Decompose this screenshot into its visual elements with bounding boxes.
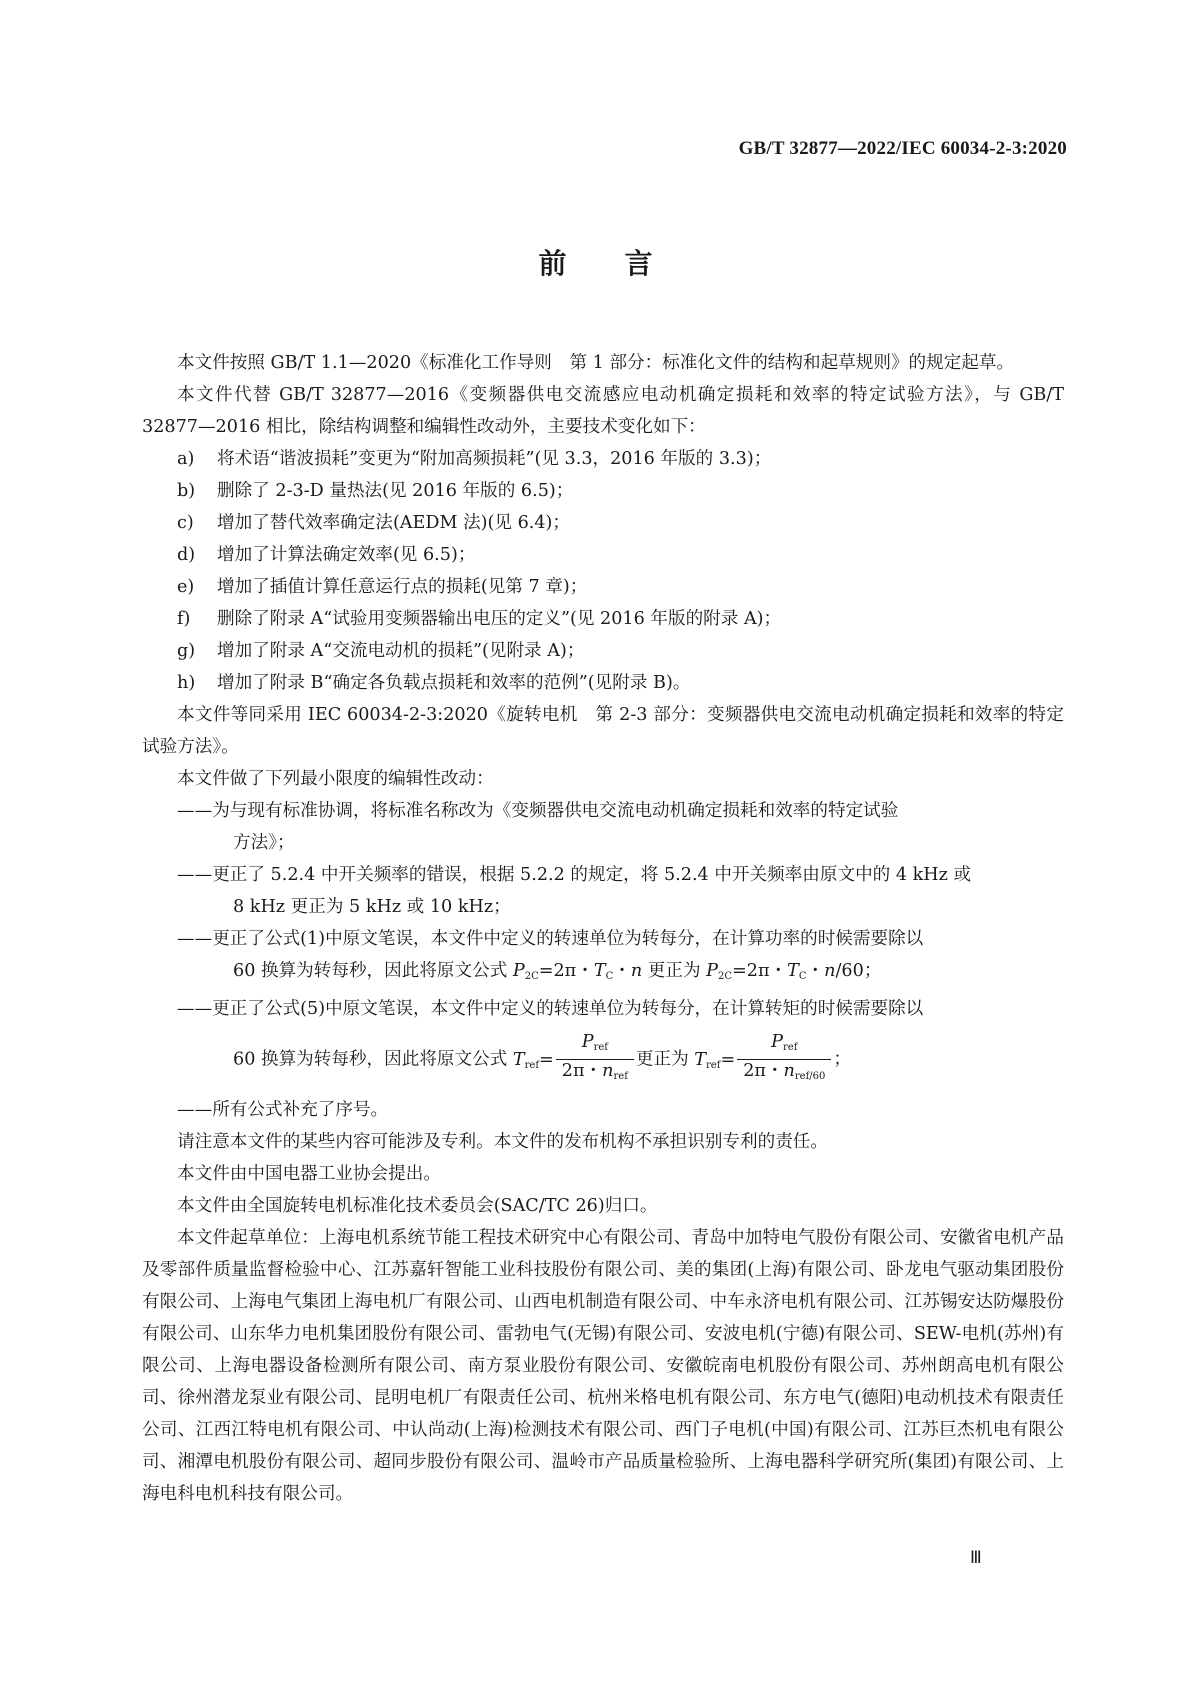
paragraph-patent-notice: 请注意本文件的某些内容可能涉及专利。本文件的发布机构不承担识别专利的责任。 — [177, 1132, 828, 1152]
list-item-label: f) — [177, 609, 191, 629]
list-item-text: 增加了计算法确定效率(见 6.5)； — [217, 545, 476, 565]
dash-marker: —— — [177, 801, 213, 821]
formula-original: $T_{ref}=$ $\frac{P_{ref}}{2\pi・n_{ref}}$ — [513, 1050, 636, 1070]
dash-item-continuation: 8 kHz 更正为 5 kHz 或 10 kHz； — [233, 897, 511, 917]
list-item-label: h) — [177, 673, 196, 693]
dash-marker: —— — [177, 999, 213, 1019]
paragraph-editorial-intro: 本文件做了下列最小限度的编辑性改动： — [177, 769, 494, 789]
fraction: $\frac{P_{ref}}{2\pi・n_{ref/60}}$ — [737, 1031, 831, 1088]
formula-5-line — [142, 1025, 1064, 1094]
list-item-text: 删除了 2-3-D 量热法(见 2016 年版的 6.5)； — [217, 481, 574, 501]
list-item-text: 增加了附录 B“确定各负载点损耗和效率的范例”(见附录 B)。 — [217, 673, 691, 693]
list-item — [142, 603, 1064, 635]
dash-item-text: 更正了 5.2.4 中开关频率的错误，根据 5.2.2 的规定，将 5.2.4 中开关频率由原文中的 4 kHz 或 — [212, 865, 972, 885]
list-item — [142, 475, 1064, 507]
formula-original: $P_{2C}=2\pi$・$T_C$・n — [512, 961, 643, 982]
page-title: 前言 — [538, 247, 711, 280]
dash-item-text: 所有公式补充了序号。 — [212, 1100, 389, 1120]
dash-marker: —— — [177, 1100, 213, 1120]
editorial-changes-list — [142, 795, 1064, 1126]
list-item — [142, 571, 1064, 603]
dash-marker: —— — [177, 865, 213, 885]
list-item-label: g) — [177, 641, 196, 661]
paragraph-drafting-rules: 本文件按照 GB/T 1.1—2020《标准化工作导则 第 1 部分：标准化文件的结构和起草规则》的规定起草。 — [177, 353, 1015, 373]
paragraph-committee: 本文件由全国旋转电机标准化技术委员会(SAC/TC 26)归口。 — [177, 1196, 658, 1216]
formula-corrected: $P_{2C}=2\pi$・$T_C$・n/60 — [706, 961, 864, 982]
document-id-header: GB/T 32877—2022/IEC 60034-2-3:2020 — [738, 138, 1067, 159]
foreword-content — [142, 347, 1064, 1510]
list-item-text: 删除了附录 A“试验用变频器输出电压的定义”(见 2016 年版的附录 A)； — [217, 609, 782, 629]
dash-item-formula-numbers — [142, 1094, 1064, 1126]
dash-item-text: 为与现有标准协调，将标准名称改为《变频器供电交流电动机确定损耗和效率的特定试验 — [212, 801, 899, 821]
list-item-text: 增加了附录 A“交流电动机的损耗”(见附录 A)； — [217, 641, 585, 661]
list-item-text: 将术语“谐波损耗”变更为“附加高频损耗”(见 3.3，2016 年版的 3.3)； — [217, 449, 772, 469]
list-item — [142, 667, 1064, 699]
formula-intro-text: 60 换算为转每秒，因此将原文公式 — [233, 961, 513, 981]
list-item — [142, 635, 1064, 667]
list-item-text: 增加了替代效率确定法(AEDM 法)(见 6.4)； — [217, 513, 571, 533]
dash-item-continuation: 方法》； — [233, 833, 295, 853]
list-item — [142, 507, 1064, 539]
page-number: Ⅲ — [970, 1548, 982, 1567]
dash-item-title-change — [142, 795, 1064, 859]
list-item-label: a) — [177, 449, 195, 469]
formula-corrected: $T_{ref}=$ $\frac{P_{ref}}{2\pi・n_{ref/60}}$ — [694, 1050, 833, 1070]
paragraph-iec-adoption: 本文件等同采用 IEC 60034-2-3:2020《旋转电机 第 2-3 部分：变频器供电交流电动机确定损耗和效率的特定试验方法》。 — [142, 705, 1064, 757]
formula-connector-text: 更正为 — [642, 961, 707, 981]
list-item-label: d) — [177, 545, 196, 565]
list-item — [142, 539, 1064, 571]
fraction: $\frac{P_{ref}}{2\pi・n_{ref}}$ — [556, 1031, 634, 1088]
dash-item-continuation — [177, 955, 1064, 993]
formula-connector-text: 更正为 — [635, 1049, 695, 1070]
paragraph-proposer: 本文件由中国电器工业协会提出。 — [177, 1164, 441, 1184]
dash-item-text: 更正了公式(1)中原文笔误，本文件中定义的转速单位为转每分，在计算功率的时候需要除以 — [212, 929, 924, 949]
list-item — [142, 443, 1064, 475]
dash-marker: —— — [177, 929, 213, 949]
dash-item-formula-1 — [142, 923, 1064, 993]
paragraph-drafting-units: 本文件起草单位：上海电机系统节能工程技术研究中心有限公司、青岛中加特电气股份有限公司、安徽省电机产品及零部件质量监督检验中心、江苏嘉轩智能工业科技股份有限公司、美的集团(上海)有限公司、卧龙电气驱动集团股份有限公司、上海电气集团上海电机厂有限公司、山西电机制造有限公司、中车永济电机有限公司、江苏锡安达防爆股份有限公司、山东华力电机集团股份有限公司、雷勃电气(无锡)有限公司、安波电机(宁德)有限公司、SEW-电机(苏州)有限公司、上海电器设备检测所有限公司、南方泵业股份有限公司、安徽皖南电机股份有限公司、苏州朗高电机有限公司、徐州潜龙泵业有限公司、昆明电机厂有限责任公司、杭州米格电机有限公司、东方电气(德阳)电动机技术有限责任公司、江西江特电机有限公司、中认尚动(上海)检测技术有限公司、西门子电机(中国)有限公司、江苏巨杰机电有限公司、湘潭电机股份有限公司、超同步股份有限公司、温岭市产品质量检验所、上海电器科学研究所(集团)有限公司、上海电科电机科技有限公司。 — [142, 1228, 1064, 1504]
formula-intro-text: 60 换算为转每秒，因此将原文公式 — [233, 1049, 513, 1070]
formula-end-text: ； — [863, 961, 882, 981]
changes-list — [142, 443, 1064, 699]
formula-end-text: ； — [833, 1049, 851, 1070]
dash-item-switching-frequency — [142, 859, 1064, 923]
dash-item-formula-5 — [142, 993, 1064, 1025]
list-item-label: b) — [177, 481, 196, 501]
list-item-label: c) — [177, 513, 194, 533]
list-item-label: e) — [177, 577, 195, 597]
dash-item-text: 更正了公式(5)中原文笔误，本文件中定义的转速单位为转每分，在计算转矩的时候需要除以 — [212, 999, 924, 1019]
paragraph-replacement: 本文件代替 GB/T 32877—2016《变频器供电交流感应电动机确定损耗和效率的特定试验方法》，与 GB/T 32877—2016 相比，除结构调整和编辑性改动外，主要技术变化如下： — [142, 385, 1064, 437]
list-item-text: 增加了插值计算任意运行点的损耗(见第 7 章)； — [217, 577, 588, 597]
